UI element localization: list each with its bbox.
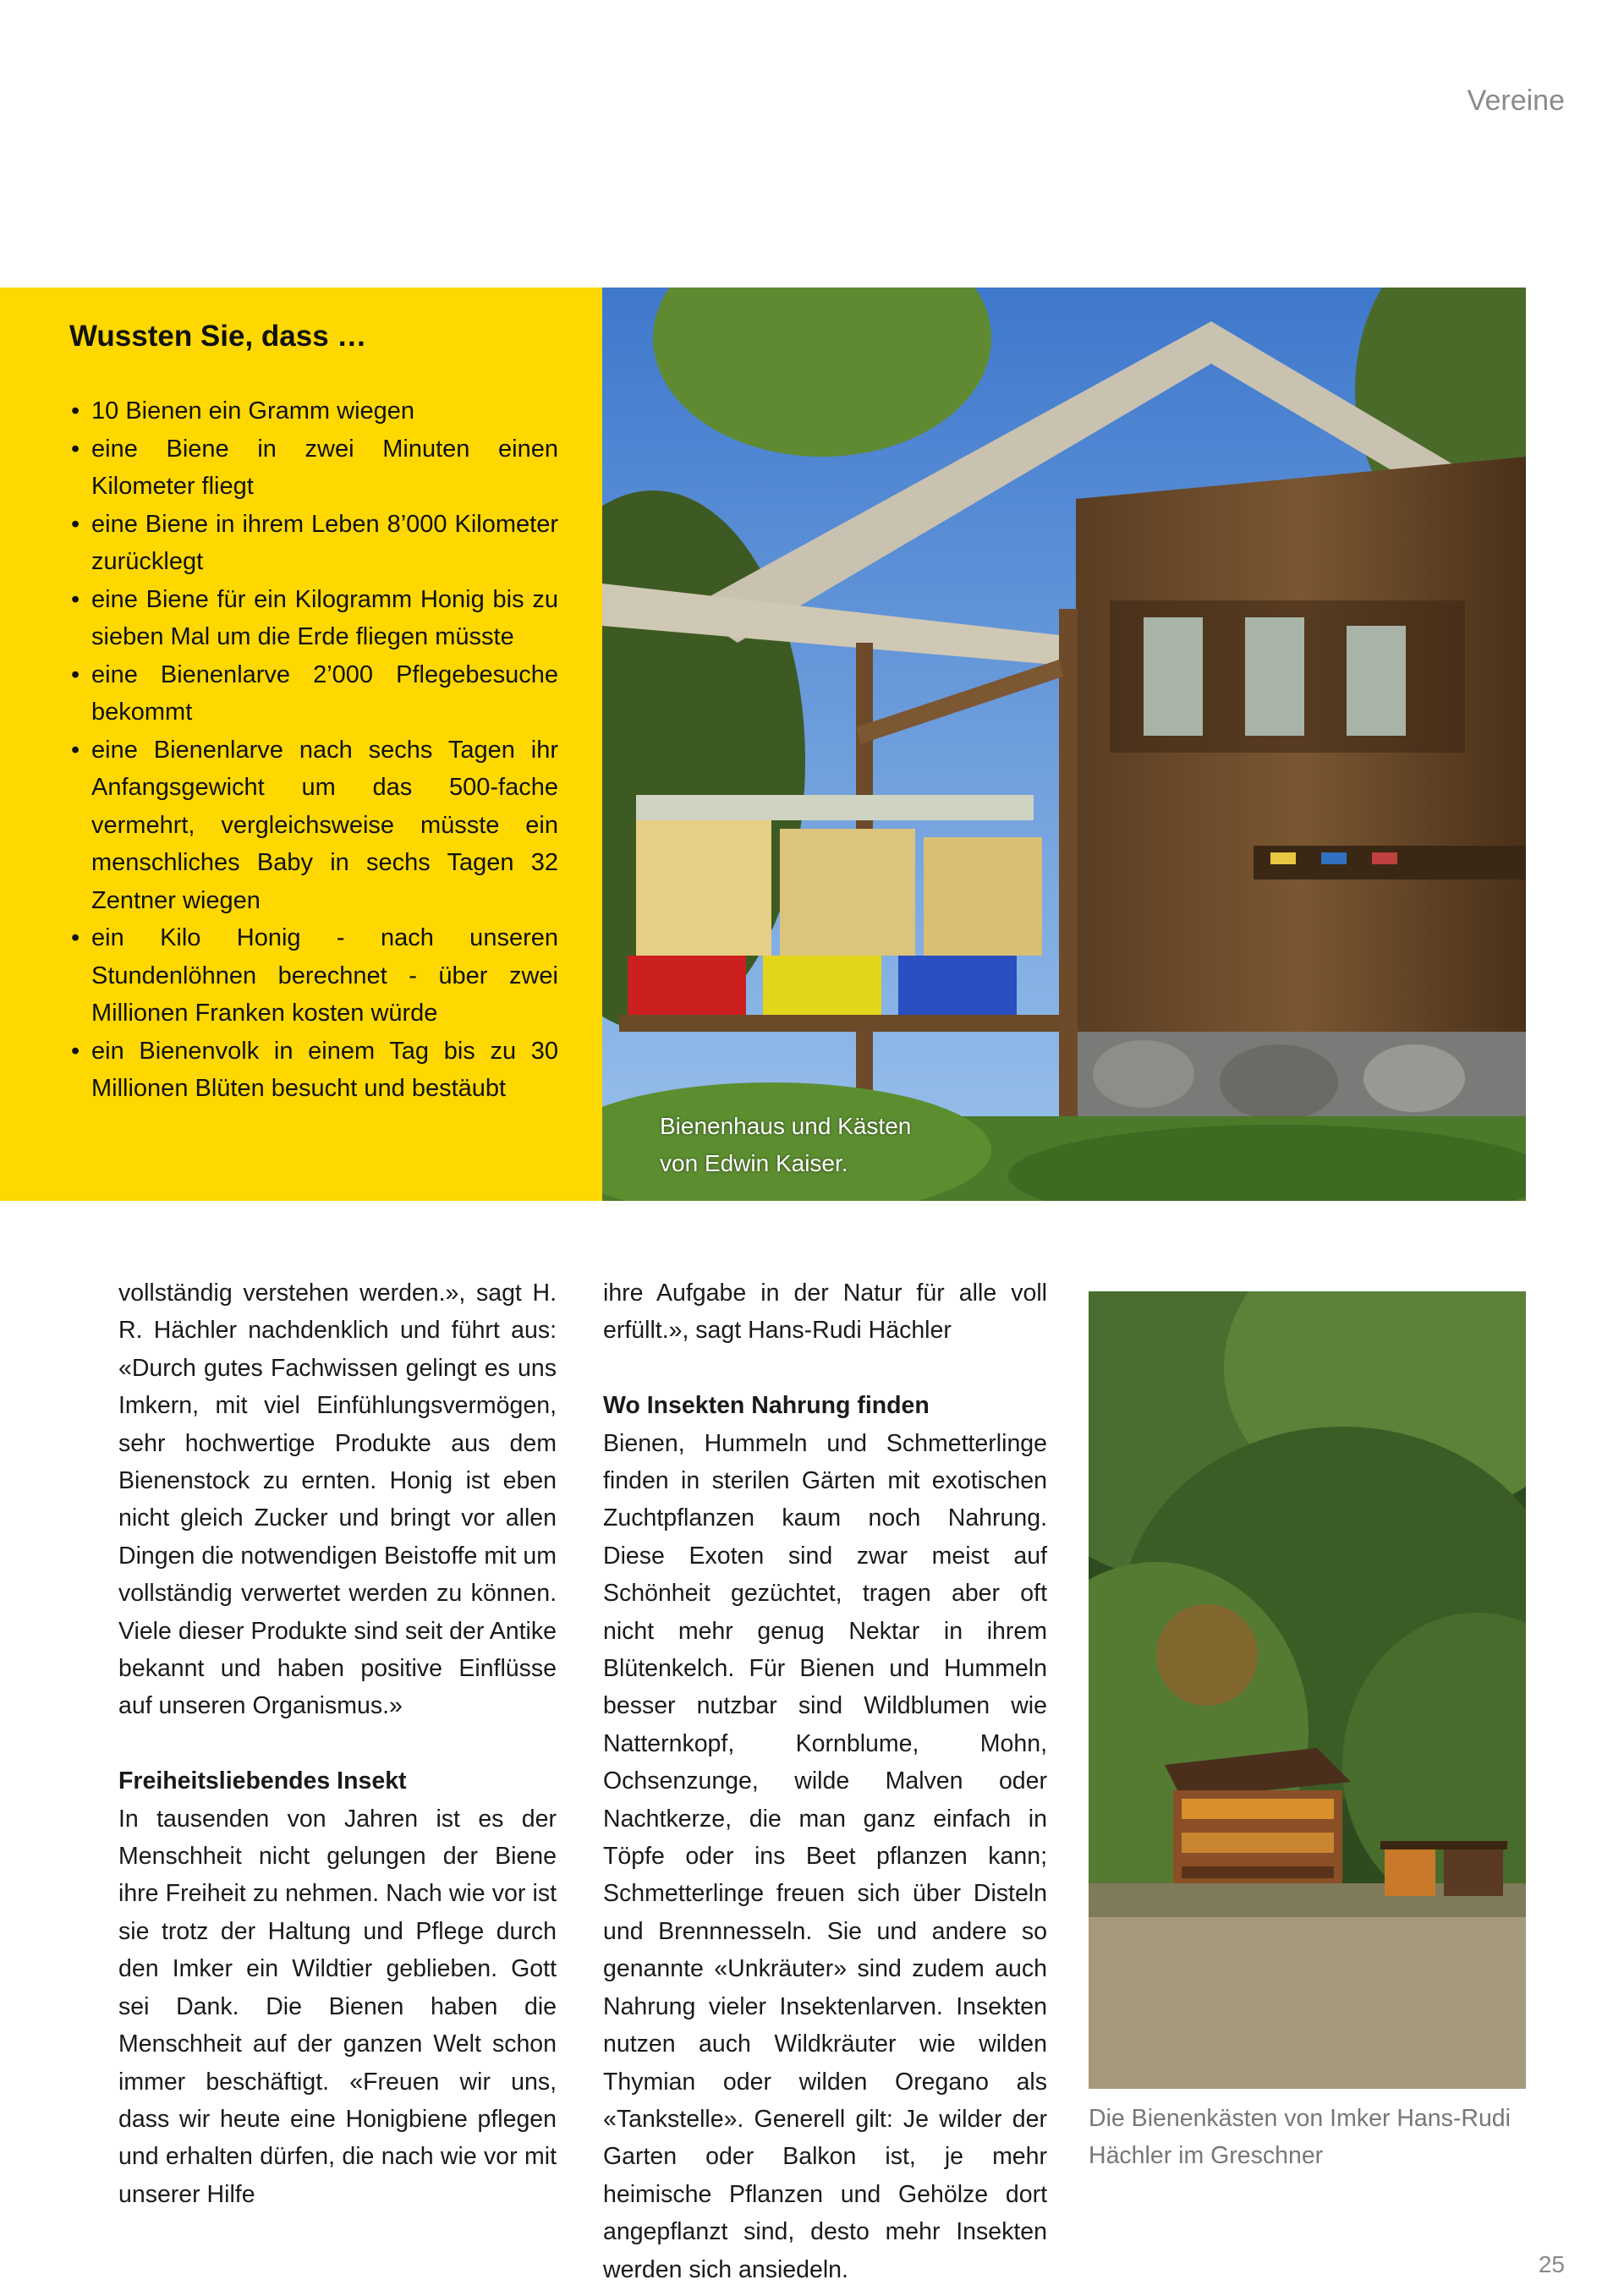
- bee-house-illustration: [602, 288, 1526, 1201]
- section-label: Vereine: [1467, 85, 1565, 117]
- paragraph: ihre Aufgabe in der Natur für alle voll erfüllt.», sagt Hans-Rudi Hächler: [603, 1280, 1047, 1345]
- paragraph: vollständig verstehen werden.», sagt H. R. Hächler nachdenklich und führt aus: «Durch gutes Fachwissen gelingt es uns Imkern, mit viel Einfühlungsvermögen, sehr hochwertige Produkte aus dem Bienenstock zu ernten. Honig ist eben nicht gleich Zucker und bringt vor allen Dingen die notwendigen Beistoffe mit um vollständig verwertet werden zu können. Viele dieser Produkte sind seit der Antike bekannt und haben positive Einflüsse auf unseren Organismus.»: [118, 1280, 557, 1720]
- bee-boxes-caption: [1089, 2100, 1545, 2175]
- fact-item: • eine Bienenlarve 2’000 Pflegebesuche bekommt: [69, 656, 558, 732]
- subheading: Freiheitsliebendes Insekt: [118, 1767, 407, 1795]
- caption-line: Die Bienenkästen von Imker Hans-Rudi: [1089, 2105, 1511, 2132]
- bee-boxes-photo: [1089, 1291, 1526, 2089]
- paragraph: Bienen, Hummeln und Schmetterlinge finden in sterilen Gärten mit exotischen Zuchtpflanzen kaum noch Nahrung. Diese Exoten sind zwar meist auf Schönheit gezüchtet, tragen aber oft nicht mehr genug Nektar in ihrem Blütenkelch. Für Bienen und Hummeln besser nutzbar sind Wildblumen wie Natternkopf, Kornblume, Mohn, Ochsenzunge, wilde Malven oder Nachtkerze, die man ganz einfach in Töpfe oder ins Beet pflanzen kann; Schmetterlinge freuen sich über Disteln und Brennnesseln. Sie und andere so genannte «Unkräuter» sind zudem auch Nahrung vieler Insektenlarven. Insekten nutzen auch Wildkräuter wie wilden Thymian oder wilden Oregano als «Tankstelle». Generell gilt: Je wilder der Garten oder Balkon ist, je mehr heimische Pflanzen und Gehölze dort angepflanzt sind, desto mehr Insekten werden sich ansiedeln.: [603, 1429, 1047, 2283]
- fact-item: • ein Kilo Honig - nach unseren Stundenlöhnen berechnet - über zwei Millionen Franken kosten würde: [69, 919, 558, 1033]
- did-you-know-box: [0, 288, 602, 1201]
- bee-house-photo: [602, 288, 1526, 1201]
- facts-list: [69, 392, 558, 1108]
- fact-item: • eine Biene in zwei Minuten einen Kilometer fliegt: [69, 430, 558, 506]
- fact-item: • eine Bienenlarve nach sechs Tagen ihr Anfangsgewicht um das 500-fache vermehrt, vergleichsweise müsste ein menschliches Baby in sechs Tagen 32 Zentner wiegen: [69, 732, 558, 920]
- fact-item: • eine Biene in ihrem Leben 8’000 Kilometer zurücklegt: [69, 506, 558, 581]
- subheading: Wo Insekten Nahrung finden: [603, 1392, 930, 1420]
- article-column-1: [118, 1274, 557, 2213]
- paragraph: In tausenden von Jahren ist es der Menschheit nicht gelungen der Biene ihre Freiheit zu nehmen. Nach wie vor ist sie trotz der Haltung und Pflege durch den Imker ein Wildtier geblieben. Gott sei Dank. Die Bienen haben die Menschheit auf der ganzen Welt schon immer beschäftigt. «Freuen wir uns, dass wir heute eine Honigbiene pflegen und erhalten dürfen, die nach wie vor mit unserer Hilfe: [118, 1805, 557, 2208]
- caption-line: Hächler im Greschner: [1089, 2142, 1324, 2170]
- bee-house-caption: [660, 1108, 911, 1182]
- box-title: Wussten Sie, dass …: [69, 320, 367, 353]
- caption-line: von Edwin Kaiser.: [660, 1150, 848, 1176]
- caption-line: Bienenhaus und Kästen: [660, 1113, 912, 1139]
- page-number: 25: [1538, 2251, 1565, 2277]
- fact-item: • eine Biene für ein Kilogramm Honig bis zu sieben Mal um die Erde fliegen müsste: [69, 581, 558, 656]
- fact-item: • ein Bienenvolk in einem Tag bis zu 30 Millionen Blüten besucht und bestäubt: [69, 1033, 558, 1108]
- article-column-2: [603, 1274, 1047, 2288]
- fact-item: • 10 Bienen ein Gramm wiegen: [69, 392, 558, 430]
- bee-boxes-illustration: [1089, 1291, 1526, 2089]
